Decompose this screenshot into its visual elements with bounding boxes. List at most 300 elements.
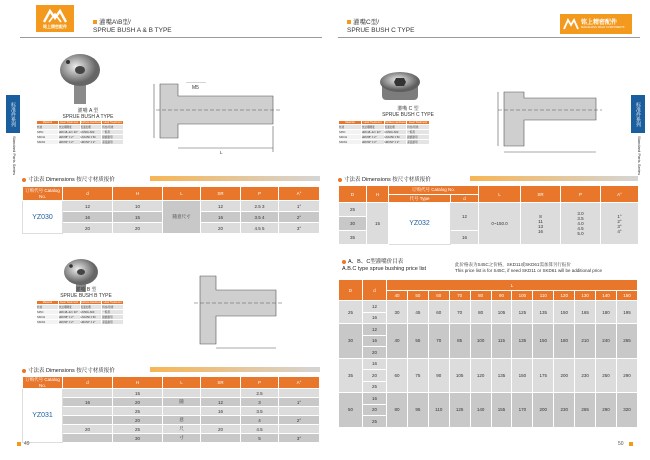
table-cell: 12: [451, 203, 479, 231]
p-val: 4.0: [577, 221, 584, 226]
table-header: H: [367, 186, 389, 203]
table-cell: 4: [241, 416, 279, 425]
mat-th-1: Heat Treatment: [361, 121, 384, 125]
table-row: [339, 393, 638, 405]
mat-cell: HRC52° ± 2°: [80, 140, 102, 145]
price-d-cell: 12: [363, 301, 387, 313]
left-logo: [36, 5, 74, 32]
table-cell: [163, 407, 201, 416]
table-row: [339, 358, 638, 370]
price-cell: 240: [596, 324, 617, 359]
table-header: 订购代号 Catalog No.: [23, 377, 63, 389]
a-val: 3°: [617, 223, 622, 229]
p-val: 3.0: [577, 211, 584, 216]
table-cell-sr: [521, 203, 561, 245]
price-cell: 150: [512, 358, 533, 393]
mat-cell: HV500~600: [384, 130, 407, 135]
mat-cell: HRC58° ± 2°: [361, 135, 384, 140]
table-cell-a: [601, 203, 639, 245]
table-header: 订购代号 Catalog No.: [389, 186, 479, 195]
table-header: P: [241, 377, 279, 389]
price-title-cn: A、B、C型灌嘴价目表: [348, 259, 404, 265]
price-cell: 200: [554, 358, 575, 393]
mat-sub-1: 热处理硬度: [58, 125, 80, 130]
mat-cell: SKD61: [339, 140, 362, 145]
technical-drawing-c: [490, 82, 610, 157]
table-cell: 尺: [163, 425, 201, 434]
price-cell: 210: [575, 324, 596, 359]
table-cell: 25: [113, 407, 163, 416]
table-cell: 15: [367, 203, 389, 245]
price-d-cell: 20: [363, 347, 387, 359]
right-page-number: 50: [618, 441, 624, 447]
a-val: 1°: [617, 213, 622, 219]
table-header: SR: [521, 186, 561, 203]
table-cell: 16: [451, 231, 479, 245]
mat-cell: HRC50° ± 2°: [58, 320, 80, 325]
right-section-1-bar: [470, 176, 638, 181]
table-cell: 1°: [279, 398, 320, 407]
table-cell: 3.5: [241, 407, 279, 416]
price-cell: 80: [387, 393, 408, 428]
price-D-cell: 35: [339, 358, 363, 393]
price-cell: 150: [533, 324, 554, 359]
price-D-cell: 25: [339, 301, 363, 324]
p-val: 3.5: [577, 216, 584, 221]
table-cell: [63, 389, 113, 398]
mat-cell: HV500~600: [80, 130, 102, 135]
price-l-header: 140: [596, 291, 617, 301]
table-cell: 5: [241, 434, 279, 443]
table-cell: [63, 434, 113, 443]
price-cell: 85: [449, 324, 470, 359]
caption-c-en: SPRUE BUSH C TYPE: [382, 112, 434, 118]
left-section-1: [22, 175, 115, 183]
table-cell: 15: [113, 212, 163, 223]
table-cell: 1°: [279, 201, 320, 212]
table-cell: [63, 407, 113, 416]
price-l-header: 90: [491, 291, 512, 301]
mat-th-3: Heat Treatment: [407, 121, 430, 125]
table-cell: 3: [241, 398, 279, 407]
left-section-1-text: 寸法表 Dimensions 按尺寸材质报价: [28, 177, 115, 183]
table-cell: 2°: [279, 416, 320, 425]
sr-val: 16: [538, 228, 544, 234]
left-side-sub: Standard Parts Series: [12, 136, 17, 176]
caption-a-en: SPRUE BUSH A TYPE: [62, 114, 114, 120]
table-header: P: [561, 186, 601, 203]
price-note-en: This price list is for S45C, if need SKD11 or SKD61 will be additional price: [455, 268, 602, 273]
left-logo-text: 铭上精密配件: [43, 24, 67, 29]
table-cell: 20: [201, 425, 241, 434]
table-header: P: [241, 187, 279, 201]
table-cell: 35: [339, 231, 367, 245]
table-cell: 12: [201, 201, 241, 212]
table-header: L: [163, 187, 201, 201]
material-table-b: [36, 300, 124, 325]
sprue-bush-a-drawing: [58, 52, 106, 108]
right-footer-square: [629, 442, 633, 446]
dimension-table-b: [22, 376, 320, 443]
technical-drawing-b: [180, 272, 290, 352]
price-d-cell: 20: [363, 404, 387, 416]
table-cell: 4.5 5: [241, 223, 279, 234]
left-header-cn: 灌嘴A\B型/: [99, 19, 131, 26]
square-icon: [93, 20, 97, 24]
catalog-code: YZ030: [23, 201, 63, 234]
left-section-2-text: 寸法表 Dimensions 按尺寸材质报价: [28, 368, 115, 374]
table-cell: 20: [201, 223, 241, 234]
table-cell: [201, 389, 241, 398]
table-subheader: 代号 Type: [389, 195, 451, 203]
price-cell: 100: [470, 324, 491, 359]
left-page-number: 49: [24, 441, 30, 447]
mat-cell: 一般用: [102, 310, 124, 315]
sr-val: 8: [539, 213, 542, 219]
mat-cell: S45C: [37, 130, 59, 135]
left-section-2: [22, 366, 115, 374]
table-cell: [63, 416, 113, 425]
mat-sub-2: 表面处理: [384, 125, 407, 130]
table-header: D: [339, 280, 363, 301]
mat-sub-3: 特性/用途: [407, 125, 430, 130]
price-d-cell: 16: [363, 312, 387, 324]
left-section-2-bar: [150, 367, 320, 372]
mat-sub-2: 表面处理: [80, 305, 102, 310]
mat-cell: SKD11: [339, 135, 362, 140]
table-cell: 20: [113, 398, 163, 407]
price-cell: 125: [449, 393, 470, 428]
table-header: SR: [201, 187, 241, 201]
price-cell: 150: [554, 301, 575, 324]
price-cell: 135: [533, 301, 554, 324]
price-cell: 60: [387, 358, 408, 393]
caption-b: [56, 287, 116, 299]
left-header-en: SPRUE BUSH A & B TYPE: [93, 27, 172, 34]
table-header: 订购代号 Catalog No.: [23, 187, 63, 201]
table-cell: 20: [113, 416, 163, 425]
catalog-code: YZ032: [389, 203, 451, 245]
price-l-header: 150: [616, 291, 637, 301]
table-cell: 2°: [279, 212, 320, 223]
brand-logo-icon: [563, 17, 579, 31]
bullet-icon: [338, 178, 342, 182]
price-note-cn: 此价格表为S45C之价格，SKD11或SKD61需加算另行报价: [455, 262, 571, 267]
square-icon: [347, 20, 351, 24]
price-cell: 195: [616, 301, 637, 324]
table-cell: 16: [63, 398, 113, 407]
mat-sub-3: 特性/用途: [102, 125, 124, 130]
price-title-en: A.B.C type sprue bushing price list: [342, 266, 427, 272]
price-cell: 135: [491, 358, 512, 393]
price-d-cell: 12: [363, 324, 387, 336]
price-cell: 135: [512, 324, 533, 359]
mat-cell: HV1050 ± 50: [80, 135, 102, 140]
mat-cell: SKD11: [37, 135, 59, 140]
svg-text:L: L: [220, 150, 223, 155]
table-cell: 10: [113, 201, 163, 212]
mat-sub-1: 热处理硬度: [361, 125, 384, 130]
right-header-rule: [338, 37, 640, 38]
price-D-cell: 50: [339, 393, 363, 428]
price-cell: 180: [596, 301, 617, 324]
price-cell: 110: [428, 393, 449, 428]
right-header: [347, 19, 414, 35]
caption-a-cn: 灌嘴 A 型: [77, 108, 99, 114]
left-side-tab: 标准件系列: [6, 95, 20, 133]
price-D-cell: 30: [339, 324, 363, 359]
bullet-icon: [342, 260, 346, 264]
table-cell: 意: [163, 416, 201, 425]
table-cell: 20: [113, 223, 163, 234]
price-cell: 170: [512, 393, 533, 428]
table-cell: 0~150.0: [479, 203, 521, 245]
table-cell: 16: [201, 407, 241, 416]
mat-cell: 一般用: [407, 130, 430, 135]
price-cell: 250: [596, 358, 617, 393]
price-cell: 180: [554, 324, 575, 359]
mat-cell: 耐磨耐用: [407, 135, 430, 140]
left-section-1-bar: [150, 176, 320, 181]
mat-cell: HRC50° ± 2°: [361, 140, 384, 145]
mat-cell: HRC52° ± 2°: [80, 320, 102, 325]
table-header: L: [479, 186, 521, 203]
table-cell: 2.5 3: [241, 201, 279, 212]
caption-c-cn: 灌嘴 C 型: [397, 106, 419, 112]
price-title: [342, 259, 426, 273]
mat-cell: SKD11: [37, 315, 59, 320]
table-header: SR: [201, 377, 241, 389]
mat-sub-1: 热处理硬度: [58, 305, 80, 310]
price-cell: 40: [387, 324, 408, 359]
left-header: [93, 19, 172, 35]
price-l-header: 80: [470, 291, 491, 301]
mat-cell: HRC58° ± 2°: [58, 135, 80, 140]
price-cell: 125: [512, 301, 533, 324]
table-cell: 3°: [279, 434, 320, 443]
right-header-cn: 灌嘴C型/: [353, 19, 379, 26]
caption-b-cn: 灌嘴 B 型: [75, 287, 97, 293]
price-cell: 230: [575, 358, 596, 393]
mat-cell: HV1050 ± 50: [384, 135, 407, 140]
mat-cell: 高温耐用: [102, 320, 124, 325]
mat-sub-3: 特性/用途: [102, 305, 124, 310]
price-cell: 115: [491, 324, 512, 359]
table-header: d: [63, 377, 113, 389]
price-cell: 105: [491, 301, 512, 324]
mat-cell: HV500~600: [80, 310, 102, 315]
price-l-header: 70: [449, 291, 470, 301]
right-logo: [560, 14, 632, 34]
price-d-cell: 25: [363, 381, 387, 393]
mat-cell: S45C: [37, 310, 59, 315]
price-d-cell: 25: [363, 416, 387, 428]
table-cell: 30: [339, 217, 367, 231]
right-side-tab: 标准件系列: [631, 95, 645, 133]
price-cell: 290: [596, 393, 617, 428]
price-l-header: 120: [554, 291, 575, 301]
price-l-header: 100: [512, 291, 533, 301]
mat-th-0: Material: [339, 121, 362, 125]
table-cell-p: [561, 203, 601, 245]
table-cell: 16: [63, 212, 113, 223]
mat-cell: HRC18~22 / 40°: [58, 310, 80, 315]
a-val: 4°: [617, 228, 622, 234]
mat-th-2: Surface Hardness: [80, 301, 102, 304]
table-cell: [279, 425, 320, 434]
table-cell: 4.5: [241, 425, 279, 434]
table-cell: [201, 416, 241, 425]
price-table: [338, 279, 638, 428]
table-cell: 20: [63, 425, 113, 434]
sr-val: 11: [538, 218, 543, 224]
mat-cell: HRC58° ± 2°: [58, 315, 80, 320]
sprue-bush-c-drawing: [372, 62, 428, 106]
price-cell: 70: [449, 301, 470, 324]
sr-val: 13: [538, 223, 544, 229]
price-d-cell: 20: [363, 370, 387, 382]
table-cell: 2.5: [241, 389, 279, 398]
price-cell: 105: [449, 358, 470, 393]
price-cell: 200: [533, 393, 554, 428]
price-cell: 320: [616, 393, 637, 428]
price-cell: 265: [616, 324, 637, 359]
table-header: d: [363, 280, 387, 301]
price-cell: 90: [428, 358, 449, 393]
table-cell: 25: [339, 203, 367, 217]
mat-th-3: Heat Treatment: [103, 121, 122, 124]
price-cell: 80: [470, 301, 491, 324]
mat-cell: S45C: [339, 130, 362, 135]
price-cell: 230: [554, 393, 575, 428]
right-header-en: SPRUE BUSH C TYPE: [347, 27, 415, 34]
mat-th-0: Material: [37, 301, 59, 305]
table-header: H: [113, 377, 163, 389]
table-header: L: [163, 377, 201, 389]
mat-cell: HRC50° ± 2°: [58, 140, 80, 145]
table-cell: 16: [201, 212, 241, 223]
a-val: 2°: [617, 218, 622, 224]
table-subheader: d: [451, 195, 479, 203]
left-header-rule: [20, 37, 322, 38]
price-d-cell: 16: [363, 358, 387, 370]
right-logo-cn: 铭上精密配件: [581, 20, 618, 26]
mat-cell: HRC18~22 / 40°: [361, 130, 384, 135]
bullet-icon: [22, 178, 26, 182]
price-cell: 155: [491, 393, 512, 428]
material-table-c: [338, 120, 430, 145]
table-cell: 3.5 4: [241, 212, 279, 223]
table-header: L: [387, 280, 638, 291]
brand-logo-icon: [42, 8, 68, 24]
table-header: A°: [279, 187, 320, 201]
left-footer-square: [17, 442, 21, 446]
table-row: [339, 301, 638, 313]
table-cell: 随: [163, 398, 201, 407]
price-cell: 30: [387, 301, 408, 324]
table-row: [339, 324, 638, 336]
price-cell: 95: [407, 393, 428, 428]
mat-th-1: Heat Treatment: [60, 301, 79, 304]
price-cell: 55: [407, 324, 428, 359]
caption-b-en: SPRUE BUSH B TYPE: [60, 293, 112, 299]
mat-cell: HRC18~22 / 40°: [58, 130, 80, 135]
price-cell: 175: [533, 358, 554, 393]
price-l-header: 50: [407, 291, 428, 301]
mat-cell: HRC52° ± 2°: [384, 140, 407, 145]
mat-th-2: Surface Hardness: [80, 121, 102, 124]
right-section-1: [338, 175, 431, 183]
table-header: d: [63, 187, 113, 201]
table-cell: 25: [113, 425, 163, 434]
mat-sub-0: 材质: [339, 125, 362, 130]
table-header: A°: [601, 186, 639, 203]
table-header: A°: [279, 377, 320, 389]
p-val: 5.0: [577, 231, 584, 236]
price-l-header: 110: [533, 291, 554, 301]
price-cell: 70: [428, 324, 449, 359]
catalog-code: YZ031: [23, 389, 63, 443]
right-section-1-text: 寸法表 Dimensions 按尺寸材质报价: [344, 177, 431, 183]
mat-cell: 耐磨耐用: [102, 135, 124, 140]
mat-sub-0: 材质: [37, 125, 59, 130]
dimension-table-c: [338, 185, 639, 245]
mat-cell: 高温耐用: [102, 140, 124, 145]
table-cell: 20: [63, 223, 113, 234]
price-l-header: 60: [428, 291, 449, 301]
caption-c: [378, 106, 438, 118]
table-cell: 12: [201, 398, 241, 407]
price-cell: 60: [428, 301, 449, 324]
mat-th-1: Heat Treatment: [60, 121, 79, 124]
price-note: [455, 262, 635, 274]
table-cell: 3°: [279, 223, 320, 234]
table-cell: [163, 389, 201, 398]
mat-cell: SKD61: [37, 320, 59, 325]
price-l-header: 130: [575, 291, 596, 301]
mat-cell: SKD61: [37, 140, 59, 145]
table-cell: 12: [63, 201, 113, 212]
price-cell: 75: [407, 358, 428, 393]
mat-cell: 耐磨耐用: [102, 315, 124, 320]
mat-th-2: Surface Hardness: [384, 121, 406, 124]
right-side-sub: Standard Parts Series: [637, 136, 642, 176]
mat-cell: 高温耐用: [407, 140, 430, 145]
table-cell-l: 随意尺寸: [163, 201, 201, 234]
dimension-table-a: [22, 186, 320, 234]
table-cell: 寸: [163, 434, 201, 443]
price-cell: 45: [407, 301, 428, 324]
table-cell: [279, 389, 320, 398]
table-cell: 30: [113, 434, 163, 443]
price-l-header: 40: [387, 291, 408, 301]
right-logo-en: MINGSHANG MOLD COMPONENTS: [581, 26, 625, 29]
mat-sub-0: 材质: [37, 305, 59, 310]
table-cell: [279, 407, 320, 416]
table-cell: 15: [113, 389, 163, 398]
price-d-cell: 16: [363, 335, 387, 347]
bullet-icon: [22, 369, 26, 373]
caption-a: [58, 108, 118, 120]
technical-drawing-a: [150, 82, 300, 156]
table-header: D: [339, 186, 367, 203]
dim-m5-label: M5: [192, 85, 199, 91]
p-val: 4.5: [577, 226, 584, 231]
mat-cell: HV1050 ± 50: [80, 315, 102, 320]
material-table-a: [36, 120, 124, 145]
price-cell: 290: [616, 358, 637, 393]
table-header: H: [113, 187, 163, 201]
